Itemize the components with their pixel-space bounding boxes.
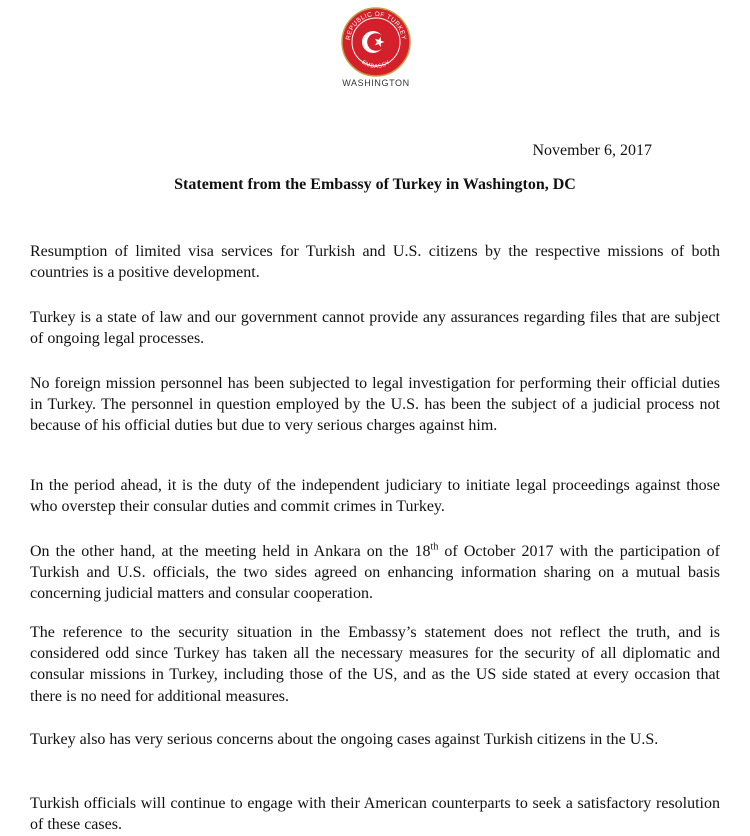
embassy-seal-logo [336,6,416,78]
paragraph-ankara-text-b: of October 2017 with the participation of Turkish and U.S. officials, the two sides agreed on enhancing information sharing on a mutual basis concerning judicial matters and consular cooperation. [30,543,721,603]
paragraph-mission-personnel: No foreign mission personnel has been subjected to legal investigation for performing their official duties in Turkey. The personnel in question employed by the U.S. has been the subject of a judicial process not because of his official duties but due to very serious charges against him. [30,375,720,435]
svg-text:REPUBLIC OF TURKEY: REPUBLIC OF TURKEY [345,10,407,41]
letterhead-city: WASHINGTON [342,78,410,88]
paragraph-visa-services: Resumption of limited visa services for Turkish and U.S. citizens by the respective missions of both countries is a positive development. [30,243,720,282]
statement-date: November 6, 2017 [532,142,652,159]
paragraph-security-situation: The reference to the security situation in the Embassy’s statement does not reflect the truth, and is considered odd since Turkey has taken all the necessary measures for the security of all diplomatic and consular missions in Turkey, including those of the US, and as the US side stated at every occasion that there is no need for additional measures. [30,624,720,705]
ordinal-suffix: th [430,541,439,553]
svg-text:EMBASSY: EMBASSY [360,59,392,71]
paragraph-state-of-law: Turkey is a state of law and our government cannot provide any assurances regarding files that are subject of ongoing legal processes. [30,309,720,348]
statement-title: Statement from the Embassy of Turkey in Washington, DC [174,176,576,193]
paragraph-turkish-citizens: Turkey also has very serious concerns about the ongoing cases against Turkish citizens in the U.S. [30,731,659,748]
paragraph-ankara-text-a: On the other hand, at the meeting held in Ankara on the 18 [30,543,431,560]
paragraph-judiciary: In the period ahead, it is the duty of the independent judiciary to initiate legal proceedings against those who overstep their consular duties and commit crimes in Turkey. [30,477,720,516]
paragraph-resolution: Turkish officials will continue to engage with their American counterparts to seek a satisfactory resolution of these cases. [30,795,720,834]
paragraph-ankara-meeting [30,541,720,605]
